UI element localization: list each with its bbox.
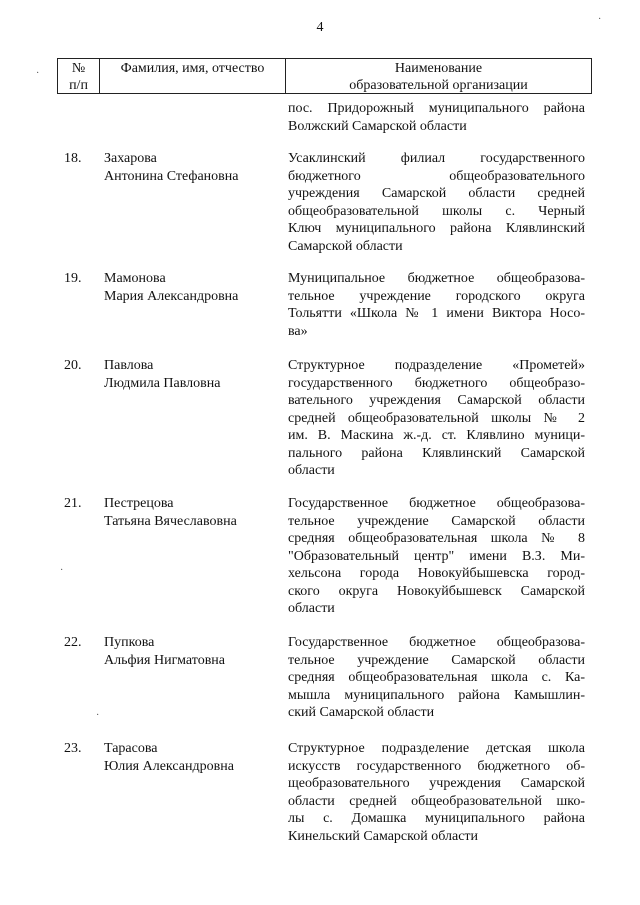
- org-line: Государственное бюджетное общеобразова-: [288, 496, 585, 511]
- org-line: средняя общеобразовательная школа № 8: [288, 531, 585, 546]
- org-line: Тольятти «Школа № 1 имени Виктора Носо-: [288, 306, 585, 321]
- row-organization: [288, 634, 585, 722]
- row-person-name: [104, 634, 274, 669]
- row-person-name: [104, 495, 274, 530]
- header-number-column: [58, 59, 100, 93]
- org-line: тельное учреждение Самарской области: [288, 513, 585, 529]
- continuation-text: [288, 100, 585, 135]
- org-line: мышла муниципального района Камышлин-: [288, 687, 585, 703]
- header-number-label: №: [71, 61, 86, 76]
- page-number: 4: [316, 20, 324, 35]
- header-org-column: [286, 59, 591, 93]
- org-line: бюджетного общеобразовательного: [288, 168, 585, 184]
- row-number: 23.: [64, 741, 82, 756]
- org-line: тельное учреждение Самарской области: [288, 652, 585, 668]
- continuation-line: Волжский Самарской области: [288, 118, 467, 134]
- org-line: хельсона города Новокуйбышевска город-: [288, 566, 585, 581]
- org-line: пального района Клявлинский Самарской: [288, 445, 585, 461]
- org-line: средней общеобразовательной школы № 2: [288, 410, 585, 426]
- org-line: средняя общеобразовательная школа с. Ка-: [288, 670, 585, 685]
- org-line: области средней общеобразовательной шко-: [288, 793, 585, 809]
- org-line: Ключ муниципального района Клявлинский: [288, 221, 585, 236]
- row-given-names: Антонина Стефановна: [104, 168, 239, 184]
- row-surname: Пестрецова: [104, 496, 174, 511]
- table-header: [57, 58, 592, 94]
- header-fio-column: [100, 59, 286, 93]
- row-person-name: [104, 740, 274, 775]
- org-line: щеобразовательного учреждения Самарской: [288, 776, 585, 791]
- org-line: ского округа Новокуйбышевск Самарской: [288, 583, 585, 599]
- org-line: Самарской области: [288, 238, 403, 254]
- org-line: Структурное подразделение детская школа: [288, 741, 585, 756]
- org-line: лы с. Домашка муниципального района: [288, 811, 585, 826]
- org-line: ва»: [288, 323, 308, 339]
- org-line: ский Самарской области: [288, 705, 435, 720]
- header-org-label: Наименование: [394, 61, 483, 76]
- row-number: 20.: [64, 358, 82, 373]
- row-given-names: Мария Александровна: [104, 288, 239, 304]
- row-organization: [288, 150, 585, 255]
- org-line: тельное учреждение городского округа: [288, 288, 585, 304]
- scan-mark: ·: [60, 565, 64, 576]
- header-fio-label: Фамилия, имя, отчество: [120, 61, 265, 76]
- org-line: государственного бюджетного общеобразо-: [288, 375, 585, 391]
- org-line: искусств государственного бюджетного об-: [288, 758, 585, 774]
- org-line: области: [288, 463, 335, 478]
- row-surname: Тарасова: [104, 741, 158, 756]
- org-line: Усаклинский филиал государственного: [288, 151, 585, 166]
- row-organization: [288, 740, 585, 845]
- org-line: учреждения Самарской области средней: [288, 186, 585, 201]
- row-person-name: [104, 150, 274, 185]
- row-person-name: [104, 270, 274, 305]
- row-surname: Павлова: [104, 358, 154, 373]
- header-number-sublabel: п/п: [69, 78, 88, 93]
- scan-mark: ·: [598, 14, 602, 25]
- scan-mark: ·: [96, 710, 100, 721]
- row-number: 18.: [64, 151, 82, 166]
- row-person-name: [104, 357, 274, 392]
- row-given-names: Альфия Нигматовна: [104, 652, 226, 668]
- org-line: им. В. Маскина ж.-д. ст. Клявлино муници-: [288, 428, 585, 443]
- org-line: Структурное подразделение «Прометей»: [288, 358, 585, 373]
- row-number: 21.: [64, 496, 82, 511]
- row-number: 22.: [64, 635, 82, 650]
- row-organization: [288, 495, 585, 618]
- row-given-names: Людмила Павловна: [104, 375, 221, 391]
- row-organization: [288, 357, 585, 480]
- row-surname: Пупкова: [104, 635, 155, 650]
- org-line: Государственное бюджетное общеобразова-: [288, 635, 585, 650]
- continuation-line: пос. Придорожный муниципального района: [288, 101, 585, 116]
- header-org-sublabel: образовательной организации: [349, 78, 528, 93]
- row-given-names: Татьяна Вячеславовна: [104, 513, 237, 529]
- scan-mark: ·: [36, 68, 40, 79]
- row-surname: Захарова: [104, 151, 157, 166]
- row-organization: [288, 270, 585, 340]
- org-line: Кинельский Самарской области: [288, 828, 479, 844]
- org-line: области: [288, 601, 335, 616]
- row-surname: Мамонова: [104, 271, 166, 286]
- row-number: 19.: [64, 271, 82, 286]
- row-given-names: Юлия Александровна: [104, 758, 234, 774]
- org-line: общеобразовательной школы с. Черный: [288, 203, 585, 219]
- org-line: вательного учреждения Самарской области: [288, 393, 585, 408]
- org-line: "Образовательный центр" имени В.З. Ми-: [288, 548, 585, 564]
- org-line: Муниципальное бюджетное общеобразова-: [288, 271, 585, 286]
